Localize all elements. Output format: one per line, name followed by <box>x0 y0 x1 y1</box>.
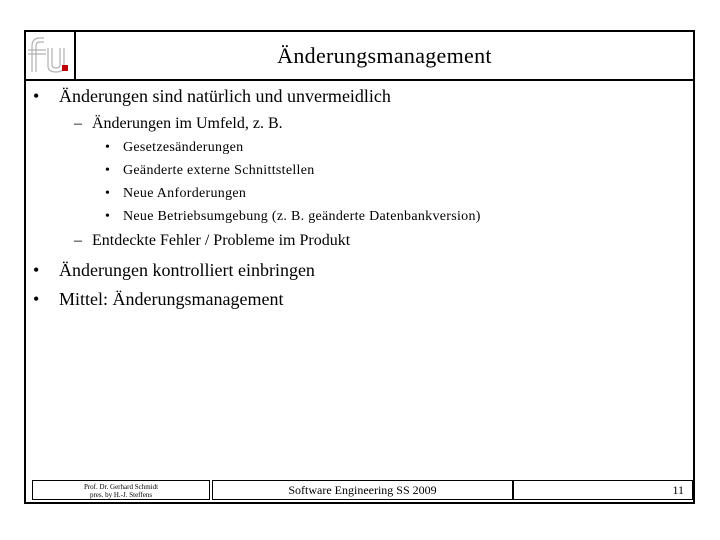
slide-frame <box>24 30 695 504</box>
bullet-marker: • <box>33 260 40 280</box>
slide-footer <box>26 480 693 502</box>
bullet-marker: – <box>74 115 82 132</box>
bullet-text: Geänderte externe Schnittstellen <box>123 163 315 178</box>
bullet-text: Änderungen kontrolliert einbringen <box>59 260 315 280</box>
bullet-text: Neue Anforderungen <box>123 186 247 201</box>
footer-author <box>32 480 210 500</box>
footer-course: Software Engineering SS 2009 <box>212 480 513 500</box>
logo-red-square <box>62 65 68 71</box>
bullet-marker: • <box>33 289 40 309</box>
fu-logo-icon <box>26 32 74 79</box>
bullet-marker: • <box>105 163 111 178</box>
bullet-text: Mittel: Änderungsmanagement <box>59 289 284 309</box>
slide-title: Änderungsmanagement <box>277 42 492 68</box>
footer-author-line2: pres. by H.-J. Steffens <box>89 491 153 499</box>
bullet-text: Gesetzesänderungen <box>123 140 244 155</box>
bullet-marker: • <box>105 186 111 201</box>
bullet-marker: – <box>74 232 82 249</box>
bullet-text: Neue Betriebsumgebung (z. B. geänderte Datenbankversion) <box>123 209 481 224</box>
bullet-text: Entdeckte Fehler / Probleme im Produkt <box>92 232 351 249</box>
footer-page-number: 11 <box>513 480 693 500</box>
bullet-marker: • <box>105 140 111 155</box>
bullet-text: Änderungen sind natürlich und unvermeidlich <box>59 86 391 106</box>
bullet-text: Änderungen im Umfeld, z. B. <box>92 115 283 132</box>
bullet-marker: • <box>33 86 40 106</box>
footer-author-line1: Prof. Dr. Gerhard Schmidt <box>83 483 159 491</box>
slide-header <box>26 32 693 81</box>
bullet-marker: • <box>105 209 111 224</box>
university-logo <box>26 32 76 79</box>
